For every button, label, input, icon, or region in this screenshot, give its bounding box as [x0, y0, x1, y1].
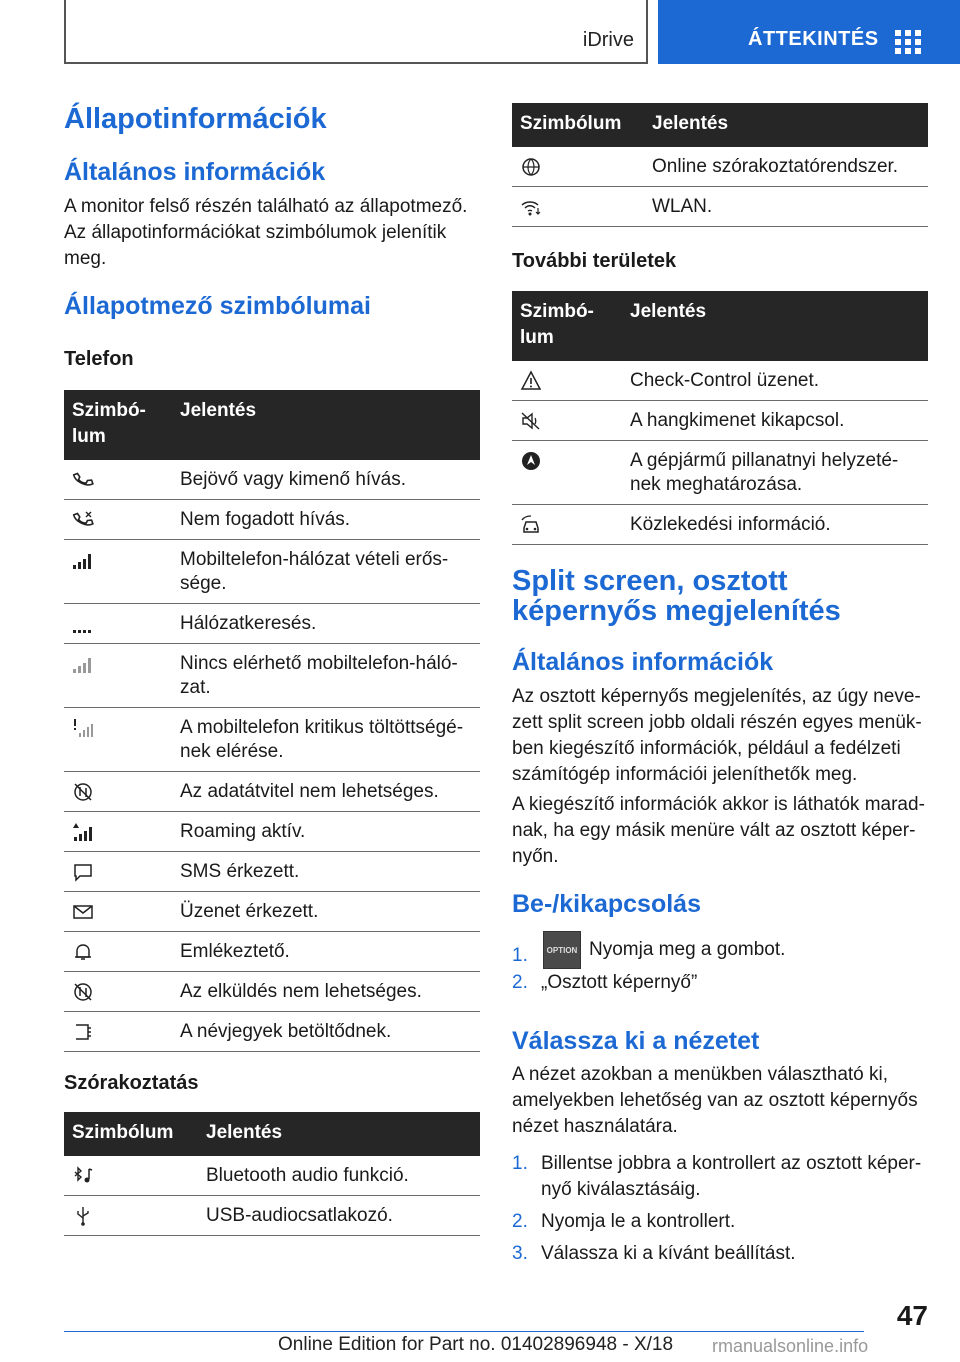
warning-triangle-icon: [520, 370, 542, 392]
table-row: Közlekedési információ.: [512, 505, 928, 545]
table-row: Nincs elérhető mobiltelefon-háló- zat.: [64, 644, 480, 708]
list-item: 1. Billentse jobbra a kontrollert az osztott képer- nyő kiválasztásáig.: [512, 1153, 922, 1200]
table-header-row: [64, 1112, 480, 1156]
bluetooth-audio-icon: [72, 1165, 94, 1187]
page-number: 47: [896, 1300, 928, 1331]
online-entertainment-icon: [520, 156, 542, 178]
contacts-loading-icon: [72, 1021, 94, 1043]
message-icon: [72, 901, 94, 923]
wlan-icon: [520, 196, 542, 218]
split-screen-title: Split screen, osztott képernyős megjelenítés: [512, 565, 841, 628]
column-header-meaning: Jelentés: [622, 291, 928, 361]
table-row: Roaming aktív.: [64, 812, 480, 852]
table-row: Üzenet érkezett.: [64, 892, 480, 932]
onoff-heading: Be-/kikapcsolás: [512, 890, 701, 918]
grid-menu-icon: [895, 30, 921, 54]
onoff-steps: [512, 930, 928, 1002]
header-chapter: ÁTTEKINTÉS: [748, 28, 879, 50]
table-row: Az adatátvitel nem lehetséges.: [64, 772, 480, 812]
phone-symbol-table: [64, 390, 480, 1052]
column-header-symbol: Szimbó- lum: [512, 291, 622, 361]
header-frame: [64, 0, 648, 64]
split-paragraph-2: A kiegészítő információk akkor is láthatók marad- nak, ha egy másik menüre vált az osztott képer- nyőn.: [512, 794, 925, 867]
view-heading: Válassza ki a nézetet: [512, 1027, 760, 1055]
table-header-row: [64, 390, 480, 460]
speaker-off-icon: [520, 410, 542, 432]
header-chapter-tab[interactable]: [658, 0, 960, 64]
phone-icon: [72, 469, 94, 491]
other-areas-heading: További területek: [512, 250, 677, 272]
table-row: A gépjármű pillanatnyi helyzeté- nek meghatározása.: [512, 441, 928, 505]
page-title: Állapotinformációk: [64, 103, 327, 135]
send-failed-icon: [72, 981, 94, 1003]
entertainment-heading: Szórakoztatás: [64, 1072, 199, 1094]
top-symbol-table: [512, 103, 928, 227]
sms-icon: [72, 861, 94, 883]
column-header-meaning: Jelentés: [198, 1112, 480, 1156]
other-symbol-table: [512, 291, 928, 545]
bell-icon: [72, 941, 94, 963]
table-header-row: [512, 103, 928, 147]
table-header-row: [512, 291, 928, 361]
column-header-symbol: Szimbó- lum: [64, 390, 172, 460]
header-section: iDrive: [582, 29, 634, 51]
table-row: WLAN.: [512, 187, 928, 227]
footer-watermark: rmanualsonline.info: [712, 1336, 869, 1356]
table-row: Mobiltelefon-hálózat vételi erős- sége.: [64, 540, 480, 604]
column-header-meaning: Jelentés: [644, 103, 928, 147]
table-row: Bluetooth audio funkció.: [64, 1156, 480, 1196]
table-row: USB-audiocsatlakozó.: [64, 1196, 480, 1236]
symbols-heading: Állapotmező szimbólumai: [64, 292, 371, 320]
position-icon: [520, 450, 542, 472]
split-general-heading: Általános információk: [512, 648, 774, 676]
table-row: Online szórakoztatórendszer.: [512, 147, 928, 187]
phone-heading: Telefon: [64, 348, 134, 370]
battery-critical-icon: [72, 717, 94, 739]
signal-strength-icon: [72, 549, 94, 571]
no-network-icon: [72, 653, 94, 675]
list-item: 3. Válassza ki a kívánt beállítást.: [512, 1243, 796, 1264]
table-row: Hálózatkeresés.: [64, 604, 480, 644]
split-paragraph-1: Az osztott képernyős megjelenítés, az úgy neve- zett split screen jobb oldali részén egyes menük- ben kiegészítő információk, például a fedélzeti számítógép információi jeleníthetők meg.: [512, 686, 922, 785]
list-item: 2. „Osztott képernyő”: [512, 972, 698, 993]
table-row: A hangkimenet kikapcsol.: [512, 401, 928, 441]
table-row: Bejövő vagy kimenő hívás.: [64, 460, 480, 500]
list-item: 1. OPTION Nyomja meg a gombot.: [512, 930, 928, 970]
view-steps: [512, 1151, 928, 1273]
table-row: A névjegyek betöltődnek.: [64, 1012, 480, 1052]
view-text: A nézet azokban a menükben választható ki, amelyekben lehetőség van az osztott képernyős nézet használatára.: [512, 1064, 918, 1137]
footer-divider: [64, 1331, 864, 1332]
table-row: Check-Control üzenet.: [512, 361, 928, 401]
column-header-symbol: Szimbólum: [64, 1112, 198, 1156]
table-row: Az elküldés nem lehetséges.: [64, 972, 480, 1012]
missed-call-icon: [72, 509, 94, 531]
roaming-icon: [72, 821, 94, 843]
usb-icon: [72, 1205, 94, 1227]
table-row: A mobiltelefon kritikus töltöttségé- nek elérése.: [64, 708, 480, 772]
network-search-icon: [72, 613, 94, 635]
traffic-info-icon: [520, 514, 542, 536]
table-row: Nem fogadott hívás.: [64, 500, 480, 540]
footer-edition: Online Edition for Part no. 01402896948 - X/18: [278, 1334, 674, 1355]
list-item: 2. Nyomja le a kontrollert.: [512, 1211, 736, 1232]
general-heading: Általános információk: [64, 158, 326, 186]
no-data-icon: [72, 781, 94, 803]
column-header-meaning: Jelentés: [172, 390, 480, 460]
table-row: SMS érkezett.: [64, 852, 480, 892]
general-text: A monitor felső részén található az állapotmező. Az állapotinformációkat szimbólumok jelenítik meg.: [64, 196, 468, 269]
table-row: Emlékeztető.: [64, 932, 480, 972]
column-header-symbol: Szimbólum: [512, 103, 644, 147]
option-button[interactable]: OPTION: [543, 931, 581, 969]
entertainment-symbol-table: [64, 1112, 480, 1236]
